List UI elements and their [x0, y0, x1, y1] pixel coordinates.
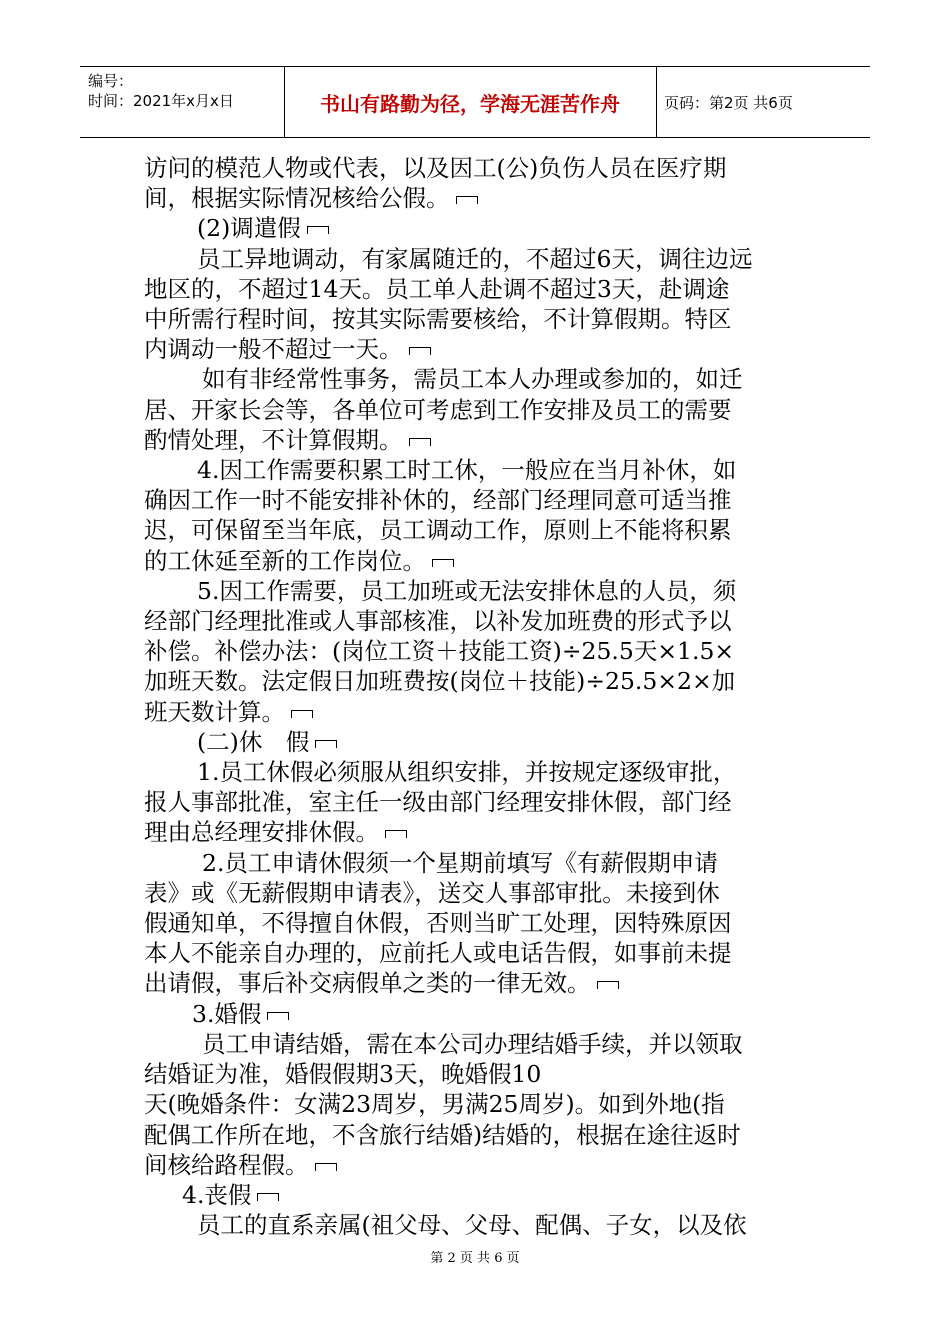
paragraph-mark-icon [432, 559, 454, 567]
body-line [144, 697, 812, 727]
body-line [144, 274, 812, 304]
body-line [144, 817, 812, 847]
body-line-text: 出请假，事后补交病假单之类的一律无效。 [144, 969, 591, 998]
paragraph-mark-icon [267, 1012, 289, 1020]
header-divider [656, 67, 657, 137]
body-line-text: 的工休延至新的工作岗位。 [144, 546, 426, 575]
header-motto: 书山有路勤为径，学海无涯苦作舟 [320, 91, 620, 116]
paragraph-mark-icon [315, 1163, 337, 1171]
paragraph-mark-icon [307, 226, 329, 234]
body-line [144, 666, 812, 696]
document-date: 时间：2021年x月x日 [88, 92, 234, 110]
body-line [144, 636, 812, 666]
body-line-text: 员工异地调动，有家属随迁的，不超过6天，调往边远 [197, 244, 753, 273]
body-line [144, 395, 812, 425]
body-line-text: 2.员工申请休假须一个星期前填写《有薪假期申请 [202, 848, 718, 877]
body-line-text: 假通知单，不得擅自休假，否则当旷工处理，因特殊原因 [144, 909, 732, 938]
body-line-text: 补偿。补偿办法：(岗位工资＋技能工资)÷25.5天×1.5× [144, 637, 735, 666]
body-line [144, 183, 812, 213]
paragraph-mark-icon [257, 1193, 279, 1201]
body-line [144, 364, 812, 394]
body-line-text: 4.丧假 [182, 1180, 252, 1209]
document-number-label: 编号： [88, 72, 134, 90]
body-line-text: 加班天数。法定假日加班费按(岗位＋技能)÷25.5×2×加 [144, 667, 736, 696]
body-line [144, 757, 812, 787]
body-line-text: 确因工作一时不能安排补休的，经部门经理同意可适当推 [144, 486, 732, 515]
body-line [144, 485, 812, 515]
page-footer: 第 2 页 共 6 页 [430, 1251, 520, 1266]
body-line-text: 地区的，不超过14天。员工单人赴调不超过3天，赴调途 [144, 274, 730, 303]
body-line [144, 153, 812, 183]
body-line-text: 居、开家长会等，各单位可考虑到工作安排及员工的需要 [144, 395, 732, 424]
body-line-text: 本人不能亲自办理的，应前托人或电话告假，如事前未提 [144, 939, 732, 968]
body-line-text: 3.婚假 [192, 999, 262, 1028]
body-line [144, 968, 812, 998]
body-line [144, 908, 812, 938]
header-page-info: 页码：第2页 共6页 [664, 93, 793, 112]
body-line [144, 1180, 812, 1210]
body-line [144, 1150, 812, 1180]
page-header [80, 66, 870, 138]
body-line [144, 244, 812, 274]
body-line-text: 天(晚婚条件：女满23周岁，男满25周岁)。如到外地(指 [144, 1090, 725, 1119]
paragraph-mark-icon [385, 830, 407, 838]
body-line [144, 576, 812, 606]
body-line [144, 425, 812, 455]
body-line-text: 1.员工休假必须服从组织安排，并按规定逐级审批， [197, 758, 737, 787]
body-line [144, 1089, 812, 1119]
body-line-text: 中所需行程时间，按其实际需要核给，不计算假期。特区 [144, 305, 732, 334]
body-line-text: 班天数计算。 [144, 697, 285, 726]
body-line-text: 理由总经理安排休假。 [144, 818, 379, 847]
body-line [144, 1059, 812, 1089]
body-line [144, 546, 812, 576]
body-line-text: 间核给路程假。 [144, 1150, 309, 1179]
paragraph-mark-icon [409, 347, 431, 355]
body-line [144, 787, 812, 817]
header-meta [88, 71, 284, 111]
body-line-text: 员工的直系亲属(祖父母、父母、配偶、子女，以及依 [197, 1211, 747, 1240]
document-body [144, 153, 812, 1240]
body-line [144, 878, 812, 908]
body-line-text: 经部门经理批准或人事部核准，以补发加班费的形式予以 [144, 607, 732, 636]
body-line-text: 迟，可保留至当年底，员工调动工作，原则上不能将积累 [144, 516, 732, 545]
body-line-text: (2)调遣假 [197, 214, 301, 243]
body-line [144, 999, 812, 1029]
body-line [144, 334, 812, 364]
body-line-text: 4.因工作需要积累工时工休，一般应在当月补休，如 [197, 456, 737, 485]
body-line-text: 访问的模范人物或代表，以及因工(公)负伤人员在医疗期 [144, 154, 727, 182]
body-line [144, 1120, 812, 1150]
body-line [144, 1029, 812, 1059]
body-line-text: 员工申请结婚，需在本公司办理结婚手续，并以领取 [202, 1029, 743, 1058]
body-line [144, 213, 812, 243]
body-line-text: 表》或《无薪假期申请表》，送交人事部审批。未接到休 [144, 878, 720, 907]
body-line [144, 515, 812, 545]
body-line [144, 304, 812, 334]
body-line-text: (二)休 假 [197, 727, 310, 756]
body-line-text: 如有非经常性事务，需员工本人办理或参加的，如迁 [202, 365, 743, 394]
body-line-text: 内调动一般不超过一天。 [144, 335, 403, 364]
body-line-text: 结婚证为准，婚假假期3天，晚婚假10 [144, 1060, 542, 1089]
body-line [144, 727, 812, 757]
body-line-text: 报人事部批准，室主任一级由部门经理安排休假，部门经 [144, 788, 732, 817]
paragraph-mark-icon [315, 740, 337, 748]
body-line-text: 配偶工作所在地，不含旅行结婚)结婚的，根据在途往返时 [144, 1120, 741, 1149]
body-line-text: 间，根据实际情况核给公假。 [144, 184, 450, 213]
paragraph-mark-icon [409, 438, 431, 446]
body-line [144, 848, 812, 878]
paragraph-mark-icon [456, 196, 478, 204]
body-line-text: 酌情处理，不计算假期。 [144, 425, 403, 454]
paragraph-mark-icon [291, 710, 313, 718]
body-line-text: 5.因工作需要，员工加班或无法安排休息的人员，须 [197, 576, 737, 605]
body-line [144, 1210, 812, 1240]
paragraph-mark-icon [597, 981, 619, 989]
body-line [144, 938, 812, 968]
body-line [144, 606, 812, 636]
body-line [144, 455, 812, 485]
